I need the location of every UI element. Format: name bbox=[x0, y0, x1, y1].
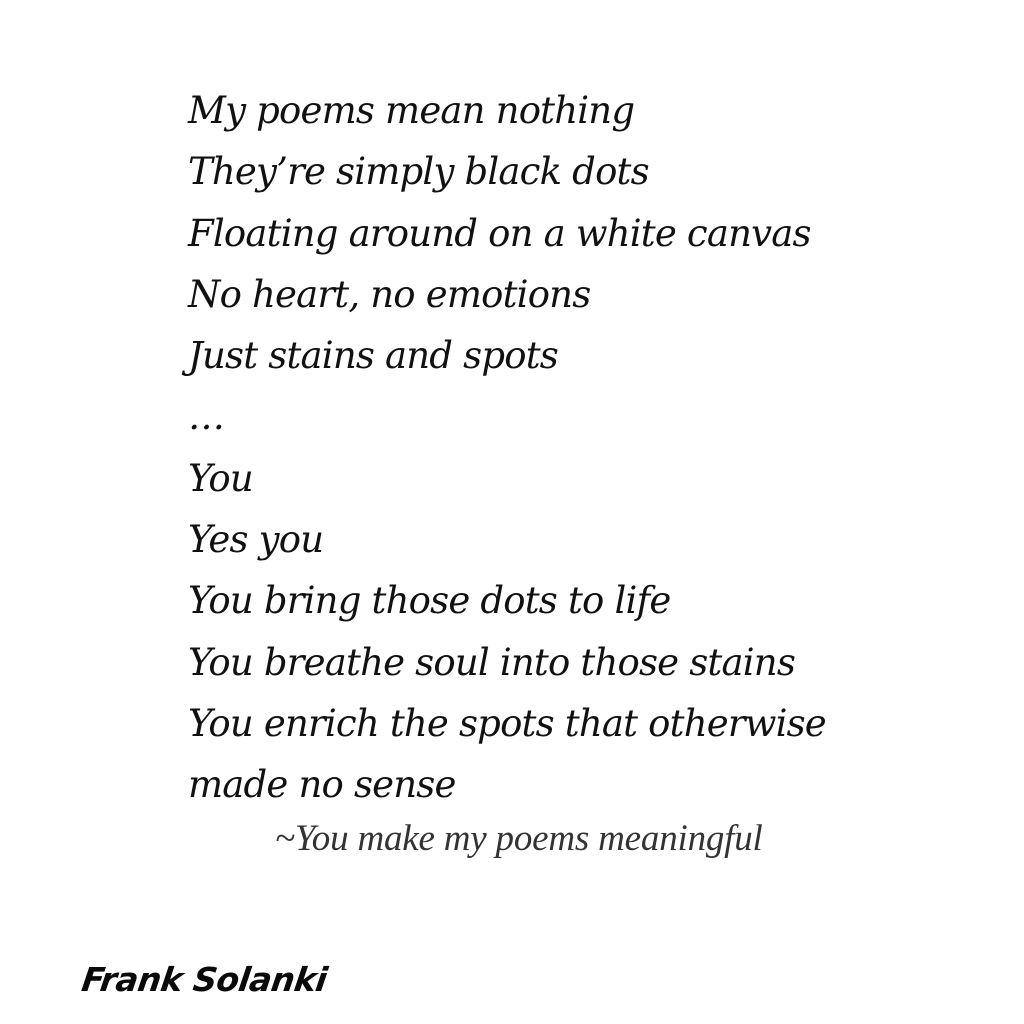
poem-body bbox=[188, 80, 968, 816]
poem-dedication: ~You make my poems meaningful bbox=[275, 818, 763, 859]
poem-line: … bbox=[188, 395, 225, 439]
poem-line: My poems mean nothing bbox=[188, 89, 635, 132]
poem-line: made no sense bbox=[188, 763, 456, 807]
poem-line: They’re simply black dots bbox=[188, 150, 649, 194]
poem-line: Floating around on a white canvas bbox=[188, 211, 811, 255]
poem-line: Yes you bbox=[188, 518, 324, 562]
poem-line: You breathe soul into those stains bbox=[188, 640, 796, 684]
poem-line: You enrich the spots that otherwise bbox=[188, 701, 826, 745]
author-signature: Frank Solanki bbox=[79, 960, 330, 999]
poem-line: No heart, no emotions bbox=[188, 272, 591, 316]
poem-line: You bbox=[188, 456, 253, 500]
poem-line: You bring those dots to life bbox=[188, 579, 671, 623]
poem-line: Just stains and spots bbox=[188, 334, 558, 378]
